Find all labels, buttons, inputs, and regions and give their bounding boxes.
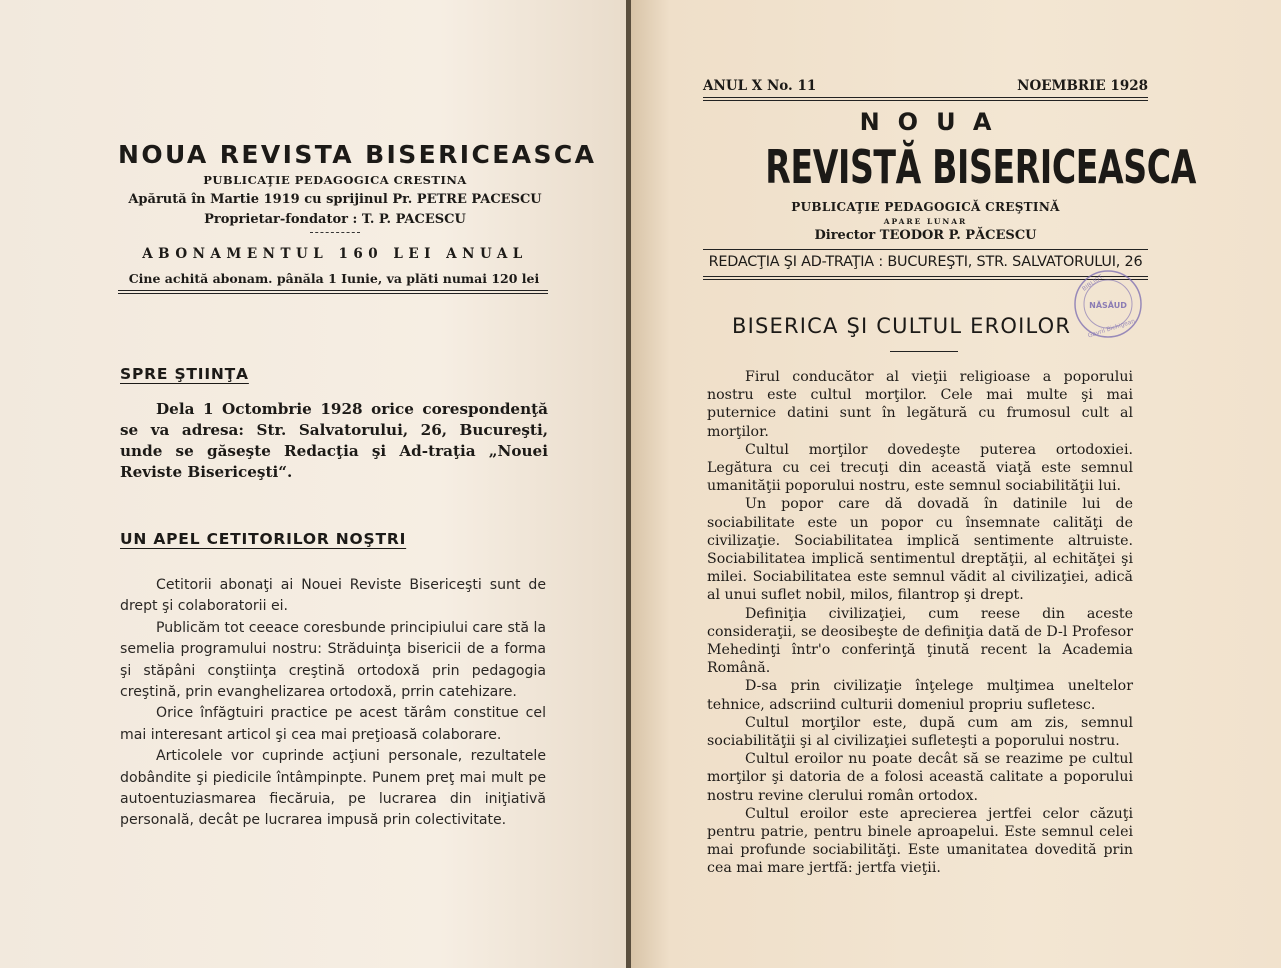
- editorial-address: REDACŢIA ŞI AD-TRAŢIA : BUCUREŞTI, STR. SALVATORULUI, 26: [708, 254, 1143, 270]
- notice-paragraph: Dela 1 Octombrie 1928 orice corespondenţă se va adresa: Str. Salvatorului, 26, Bucureşti, unde se găseşte Redacţia şi Ad-traţia „Nouei Reviste Bisericeşti“.: [120, 400, 548, 481]
- notice-heading: SPRE ŞTIINŢA: [120, 365, 249, 383]
- article-paragraph: Cultul eroilor este aprecierea jertfei celor căzuţi pentru patrie, pentru binele aproapelui. Este semnul celei mai profunde sociabilităţi. Este umanitatea dovedită prin cea mai mare jertfă: jertfa vieţii.: [707, 805, 1133, 877]
- masthead-title: REVISTĂ BISERICEASCA: [765, 140, 1197, 194]
- library-stamp: [1072, 268, 1144, 340]
- right-rule: [703, 100, 1148, 101]
- article-paragraph: D-sa prin civilizaţie înţelege mulţimea uneltelor tehnice, adscriind culturii domeniul propriu sufletesc.: [707, 678, 1133, 713]
- article-body: [707, 368, 1133, 878]
- article-paragraph: Cultul morţilor este, după cum am zis, semnul sociabilităţii şi al civilizaţiei sufleteşti a poporului nostru.: [707, 714, 1133, 750]
- notice-text: [120, 399, 548, 483]
- article-paragraph: Cultul eroilor nu poate decât să se reazime pe cultul morţilor şi datoria de a folosi această calitate a poporului nostru revine clerului român ortodox.: [707, 751, 1133, 804]
- article-title-underline: [890, 351, 958, 352]
- article-title: BISERICA ŞI CULTUL EROILOR: [732, 314, 1072, 338]
- right-rule: [703, 249, 1148, 250]
- article-paragraph: Firul conducător al vieţii religioase a poporului nostru este cultul morţilor. Cele mai multe şi mai puternice datini sunt în legătură cu frumosul cult al morţilor.: [707, 369, 1133, 440]
- left-subscription-offer: Cine achită abonam. pânăla 1 Iunie, va plăti numai 120 lei: [128, 271, 540, 286]
- article-paragraph: Definiţia civilizaţiei, cum reese din aceste consideraţii, se deosibeşte de definiţia dată de D-l Profesor Mehedinţi într'o conferinţă ţinută recent la Academia Română.: [707, 605, 1133, 677]
- appeal-paragraph: Articolele vor cuprinde acţiuni personale, rezultatele dobândite şi piedicile întâmpinpte. Punem preţ mai mult pe autoentuziasmarea fiecăruia, pe lucrarea din iniţiativă personală, decât pe lucrarea impusă prin colectivitate.: [120, 748, 546, 829]
- article-paragraph: Cultul morţilor dovedeşte puterea ortodoxiei. Legătura cu cei trecuţi din această viaţă este semnul umanităţii poporului nostru, este semnul sociabilităţii lui.: [707, 441, 1133, 495]
- appeal-paragraph: Orice înfăgtuiri practice pe acest tărâm constitue cel mai interesant articol şi cea mai preţioasă colaborare.: [120, 705, 546, 743]
- left-page: [0, 0, 627, 968]
- masthead-frequency: APARE LUNAR: [883, 217, 968, 226]
- appeal-body: [120, 575, 546, 832]
- masthead-director: Director TEODOR P. PĂCESCU: [814, 228, 1037, 243]
- article-paragraph: Un popor care dă dovadă în datinile lui de sociabilitate este un popor cu însemnate calităţi de civilizaţie. Sociabilitatea implică sentimente altruiste. Sociabilitatea implică sentimentul dreptăţii, al echităţei şi milei. Sociabilitatea este semnul vădit al civilizaţiei, adică al unui suflet nobil, milos, filantrop şi drept.: [707, 496, 1133, 604]
- appeal-paragraph: Publicăm tot ceeace coresbunde principiului care stă la semelia programului nostru: Străduinţa bisericii de a forma şi stăpâni conştiinţa creştină ortodoxă prin pedagogia creştină, prin evanghelizarea ortodoxă, prrin catehizare.: [120, 619, 546, 701]
- left-dash-divider: [310, 232, 360, 233]
- left-rule: [118, 293, 548, 294]
- left-owner-line: Proprietar-fondator : T. P. PACESCU: [204, 212, 466, 227]
- svg-text:NĂSĂUD: NĂSĂUD: [1089, 301, 1127, 310]
- left-rule: [118, 290, 548, 291]
- appeal-paragraph: Cetitorii abonaţi ai Nouei Reviste Bisericeşti sunt de drept şi colaboratorii ei.: [120, 577, 546, 615]
- appeal-heading: UN APEL CETITORILOR NOŞTRI: [120, 530, 407, 548]
- left-subscription: ABONAMENTUL 160 LEI ANUAL: [142, 246, 528, 262]
- masthead-subtitle: PUBLICAŢIE PEDAGOGICĂ CREŞTINĂ: [791, 200, 1060, 214]
- svg-text:BIBLIOT.: BIBLIOT.: [1081, 272, 1106, 293]
- masthead-prefix: NOUA: [859, 108, 1010, 136]
- right-rule: [703, 97, 1148, 98]
- svg-text:Gavril Bichigean: Gavril Bichigean: [1087, 317, 1136, 340]
- left-masthead-title: NOUA REVISTA BISERICEASCA: [118, 140, 597, 169]
- issue-number: ANUL X No. 11: [703, 78, 817, 94]
- left-masthead-subtitle: PUBLICAŢIE PEDAGOGICA CRESTINA: [203, 173, 467, 187]
- issue-date: NOEMBRIE 1928: [1017, 78, 1148, 94]
- left-founded-line: Apărută în Martie 1919 cu sprijinul Pr. PETRE PACESCU: [128, 192, 542, 207]
